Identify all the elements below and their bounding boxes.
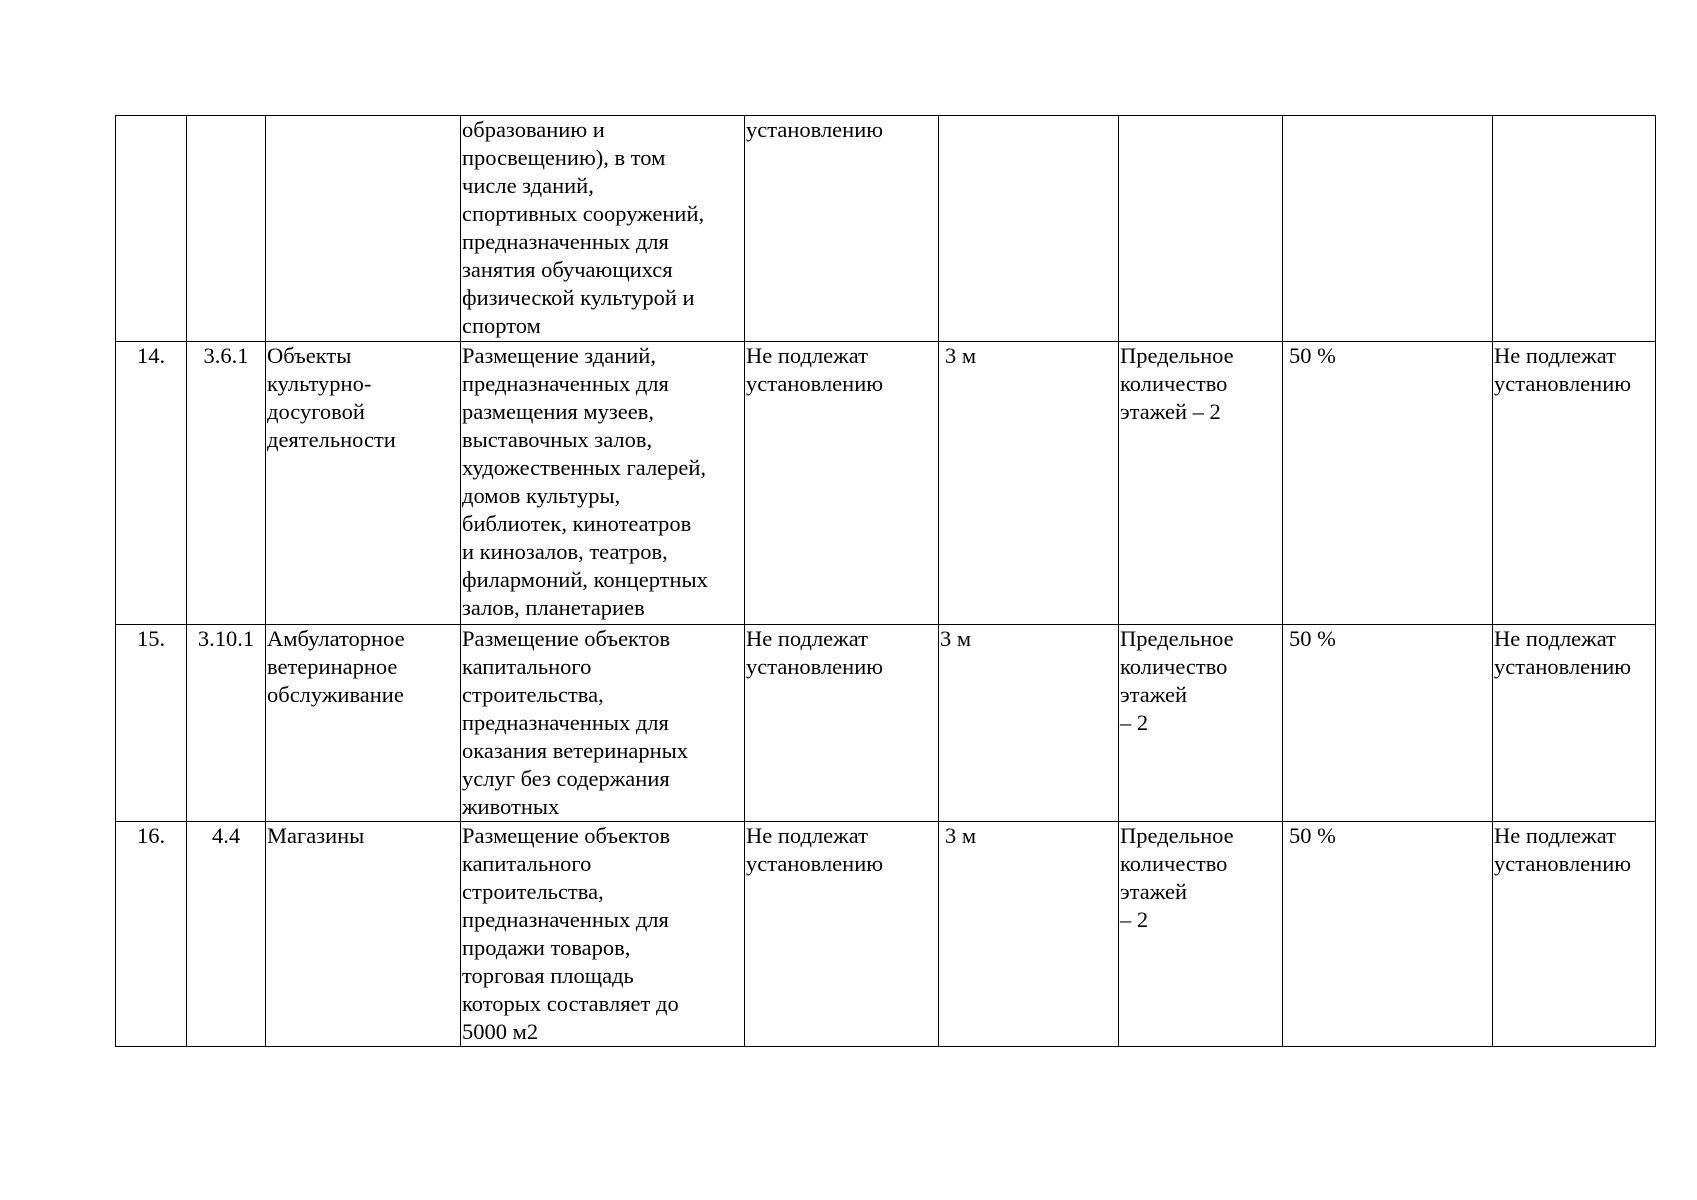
max-floors-cell: Предельное количество этажей – 2: [1119, 822, 1283, 1047]
size-limits-cell: установлению: [745, 116, 939, 342]
min-setback-cell: 3 м: [939, 625, 1119, 822]
use-code-cell: [187, 116, 266, 342]
other-params-cell: Не подлежат установлению: [1493, 342, 1656, 625]
row-number-cell: 15.: [116, 625, 187, 822]
use-code-cell: 3.10.1: [187, 625, 266, 822]
max-coverage-cell: 50 %: [1283, 342, 1493, 625]
size-limits-cell: Не подлежат установлению: [745, 822, 939, 1047]
use-code-cell: 3.6.1: [187, 342, 266, 625]
use-description-cell: образованию и просвещению), в том числе зданий, спортивных сооружений, предназначенных для занятия обучающихся физической культурой и спортом: [461, 116, 745, 342]
min-setback-cell: [939, 116, 1119, 342]
use-name-cell: Объекты культурно- досуговой деятельности: [266, 342, 461, 625]
use-name-cell: Амбулаторное ветеринарное обслуживание: [266, 625, 461, 822]
max-coverage-cell: 50 %: [1283, 822, 1493, 1047]
other-params-cell: Не подлежат установлению: [1493, 822, 1656, 1047]
size-limits-cell: Не подлежат установлению: [745, 342, 939, 625]
use-description-cell: Размещение зданий, предназначенных для размещения музеев, выставочных залов, художественных галерей, домов культуры, библиотек, кинотеатров и кинозалов, театров, филармоний, концертных залов, планетариев: [461, 342, 745, 625]
size-limits-cell: Не подлежат установлению: [745, 625, 939, 822]
use-name-cell: Магазины: [266, 822, 461, 1047]
max-floors-cell: Предельное количество этажей – 2: [1119, 342, 1283, 625]
other-params-cell: [1493, 116, 1656, 342]
use-description-cell: Размещение объектов капитального строительства, предназначенных для продажи товаров, торговая площадь которых составляет до 5000 м2: [461, 822, 745, 1047]
table-row: [116, 116, 1656, 342]
table-row: [116, 625, 1656, 822]
use-description-cell: Размещение объектов капитального строительства, предназначенных для оказания ветеринарных услуг без содержания животных: [461, 625, 745, 822]
row-number-cell: [116, 116, 187, 342]
land-use-regulations-table: [115, 115, 1656, 1047]
use-code-cell: 4.4: [187, 822, 266, 1047]
table-row: [116, 342, 1656, 625]
table-row: [116, 822, 1656, 1047]
min-setback-cell: 3 м: [939, 822, 1119, 1047]
max-coverage-cell: [1283, 116, 1493, 342]
max-floors-cell: Предельное количество этажей – 2: [1119, 625, 1283, 822]
max-coverage-cell: 50 %: [1283, 625, 1493, 822]
row-number-cell: 14.: [116, 342, 187, 625]
max-floors-cell: [1119, 116, 1283, 342]
min-setback-cell: 3 м: [939, 342, 1119, 625]
row-number-cell: 16.: [116, 822, 187, 1047]
use-name-cell: [266, 116, 461, 342]
other-params-cell: Не подлежат установлению: [1493, 625, 1656, 822]
